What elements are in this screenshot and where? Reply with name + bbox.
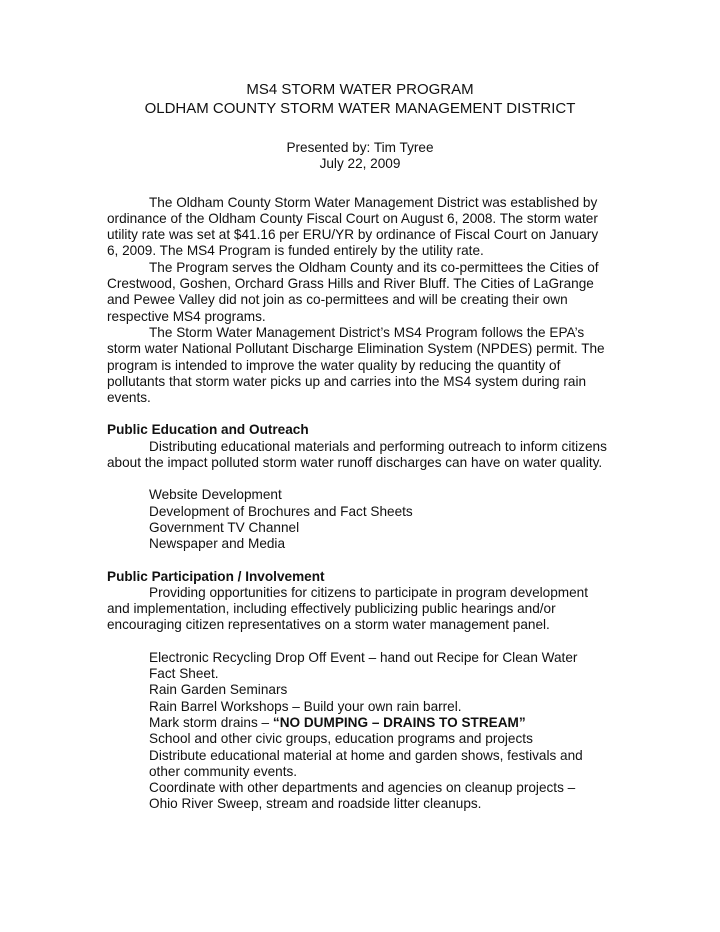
education-paragraph: Distributing educational materials and performing outreach to inform citizens about the impact polluted storm water runoff discharges can have on water quality. bbox=[107, 438, 607, 471]
intro-paragraph-2: The Program serves the Oldham County and its co-permittees the Cities of Crestwood, Goshen, Orchard Grass Hills and River Bluff. The Cities of LaGrange and Pewee Valley did not join as co-permittees and will be creating their own respective MS4 programs. bbox=[107, 259, 599, 324]
document-page bbox=[107, 80, 607, 813]
list-item: Website Development bbox=[149, 487, 282, 503]
participation-heading: Public Participation / Involvement bbox=[107, 568, 325, 584]
intro-paragraph-1: The Oldham County Storm Water Management District was established by ordinance of the Oldham County Fiscal Court on August 6, 2008. The storm water utility rate was set at $41.16 per ERU/YR by ordinance of Fiscal Court on January 6, 2009. The MS4 Program is funded entirely by the utility rate. bbox=[107, 194, 599, 259]
intro-section bbox=[107, 195, 607, 407]
list-item: Coordinate with other departments and agencies on cleanup projects – Ohio River Sweep, stream and roadside litter cleanups. bbox=[149, 780, 576, 812]
participation-list bbox=[107, 650, 607, 813]
list-item: Development of Brochures and Fact Sheets bbox=[149, 503, 413, 519]
list-item bbox=[149, 715, 607, 731]
intro-paragraph-3: The Storm Water Management District’s MS4 Program follows the EPA’s storm water National Pollutant Discharge Elimination System (NPDES) permit. The program is intended to improve the water quality by reducing the quantity of pollutants that storm water picks up and carries into the MS4 system during rain events. bbox=[107, 324, 605, 406]
title-line-2: OLDHAM COUNTY STORM WATER MANAGEMENT DISTRICT bbox=[144, 100, 576, 117]
education-list bbox=[107, 487, 607, 552]
title-line-1: MS4 STORM WATER PROGRAM bbox=[246, 81, 474, 98]
storm-drain-text: Mark storm drains – bbox=[149, 714, 273, 730]
list-item: Rain Garden Seminars bbox=[149, 682, 288, 698]
list-item: Distribute educational material at home and garden shows, festivals and other community events. bbox=[149, 747, 583, 779]
document-title bbox=[107, 80, 613, 118]
list-item: School and other civic groups, education programs and projects bbox=[149, 731, 533, 747]
storm-drain-slogan: “NO DUMPING – DRAINS TO STREAM” bbox=[272, 714, 526, 730]
list-item: Rain Barrel Workshops – Build your own rain barrel. bbox=[149, 698, 462, 714]
list-item: Electronic Recycling Drop Off Event – hand out Recipe for Clean Water Fact Sheet. bbox=[149, 649, 578, 682]
presenter-block bbox=[107, 140, 613, 173]
list-item: Government TV Channel bbox=[149, 519, 300, 535]
list-item: Newspaper and Media bbox=[149, 536, 286, 552]
participation-section bbox=[107, 569, 607, 813]
presenter: Presented by: Tim Tyree bbox=[286, 140, 434, 155]
presentation-date: July 22, 2009 bbox=[319, 156, 401, 172]
participation-paragraph: Providing opportunities for citizens to participate in program development and implementation, including effectively publicizing public hearings and/or encouraging citizen representatives on a storm water management panel. bbox=[107, 584, 589, 633]
education-section bbox=[107, 422, 607, 552]
education-heading: Public Education and Outreach bbox=[107, 422, 309, 438]
